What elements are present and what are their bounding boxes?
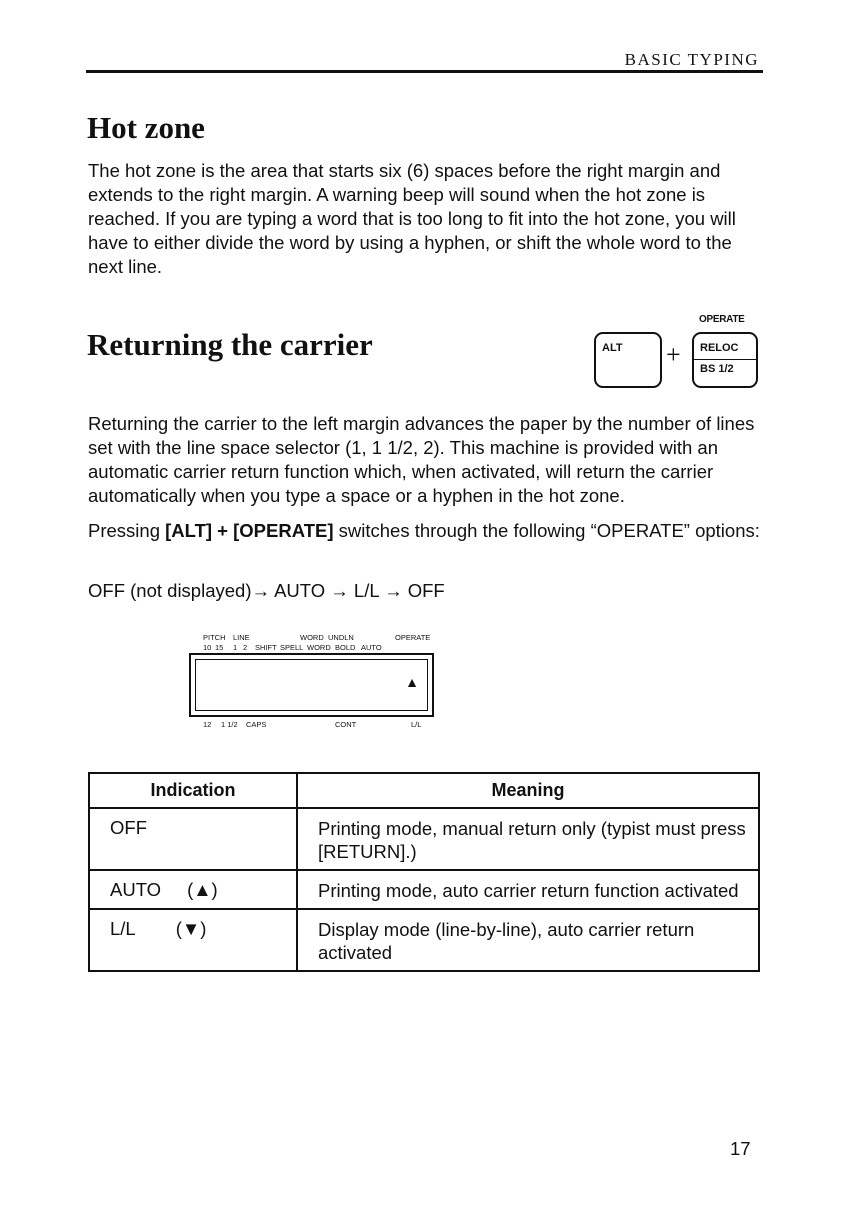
up-triangle-icon: (▲): [187, 879, 218, 900]
key-divider: [694, 359, 756, 360]
alt-operate-keys: [ALT] + [OPERATE]: [165, 520, 334, 541]
header-meaning: Meaning: [297, 773, 759, 808]
alt-key-icon: [594, 332, 662, 388]
table-row: [89, 808, 759, 870]
operate-key-label: OPERATE: [699, 314, 745, 325]
indication-text: OFF: [110, 817, 147, 838]
alt-key-label: ALT: [602, 342, 623, 354]
reloc-key-icon: [692, 332, 758, 388]
reloc-key-label: RELOC: [700, 342, 739, 354]
header-rule: [86, 70, 763, 73]
label-12: 12: [203, 720, 212, 729]
label-ll: L/L: [411, 720, 422, 729]
operate-text-pre: Pressing: [88, 520, 166, 541]
label-spell: SPELL: [280, 643, 304, 652]
row-indication: [89, 909, 297, 971]
label-caps: CAPS: [246, 720, 267, 729]
table-row: [89, 870, 759, 909]
label-line: LINE: [233, 633, 250, 642]
down-triangle-icon: (▼): [175, 918, 207, 939]
running-header: BASIC TYPING: [624, 50, 759, 69]
label-2: 2: [243, 643, 248, 652]
label-15: 15: [215, 643, 224, 652]
bs-key-label: BS 1/2: [700, 363, 734, 375]
indication-text: L/L: [110, 918, 136, 939]
operate-sequence: OFF (not displayed)→ AUTO → L/L → OFF: [88, 580, 445, 601]
label-pitch: PITCH: [203, 633, 226, 642]
hot-zone-paragraph: The hot zone is the area that starts six (6) spaces before the right margin and extends to the right margin. A warning beep will sound when the hot zone is reached. If you are typing a word that is too long to fit into the hot zone, you will have to either divide the word by using a hyphen, or shift the whole word to the next line.: [88, 160, 736, 277]
row-meaning: Display mode (line-by-line), auto carrier return activated: [297, 909, 759, 971]
indication-text: AUTO: [110, 879, 162, 900]
table-header-row: [89, 773, 759, 808]
label-1-1-2: 1 1/2: [221, 720, 238, 729]
plus-sign: +: [666, 340, 681, 369]
row-indication: [89, 870, 297, 909]
row-indication: [89, 808, 297, 870]
label-shift: SHIFT: [255, 643, 277, 652]
label-10: 10: [203, 643, 212, 652]
operate-paragraph: [88, 519, 760, 543]
hot-zone-heading: Hot zone: [87, 110, 205, 145]
label-1: 1: [233, 643, 238, 652]
label-auto: AUTO: [361, 643, 382, 652]
label-operate: OPERATE: [395, 633, 431, 642]
label-word2: WORD: [307, 643, 331, 652]
label-undln: UNDLN: [328, 633, 354, 642]
returning-carrier-heading: Returning the carrier: [87, 327, 373, 362]
label-word: WORD: [300, 633, 324, 642]
label-bold: BOLD: [335, 643, 356, 652]
header-indication: Indication: [89, 773, 297, 808]
returning-paragraph: Returning the carrier to the left margin advances the paper by the number of lines set with the line space selector (1, 1 1/2, 2). This machine is provided with an automatic carrier return function which, when activated, will return the carrier automatically when you type a space or a hyphen in the hot zone.: [88, 413, 755, 506]
display-window: [195, 659, 428, 711]
operate-table: [88, 772, 760, 972]
auto-indicator-icon: ▲: [405, 674, 419, 690]
table-row: [89, 909, 759, 971]
row-meaning: Printing mode, auto carrier return function activated: [297, 870, 759, 909]
operate-text-post: switches through the following “OPERATE” options:: [333, 520, 760, 541]
page-number: 17: [730, 1138, 751, 1159]
label-cont: CONT: [335, 720, 357, 729]
display-panel: [189, 653, 434, 717]
row-meaning: Printing mode, manual return only (typist must press [RETURN].): [297, 808, 759, 870]
